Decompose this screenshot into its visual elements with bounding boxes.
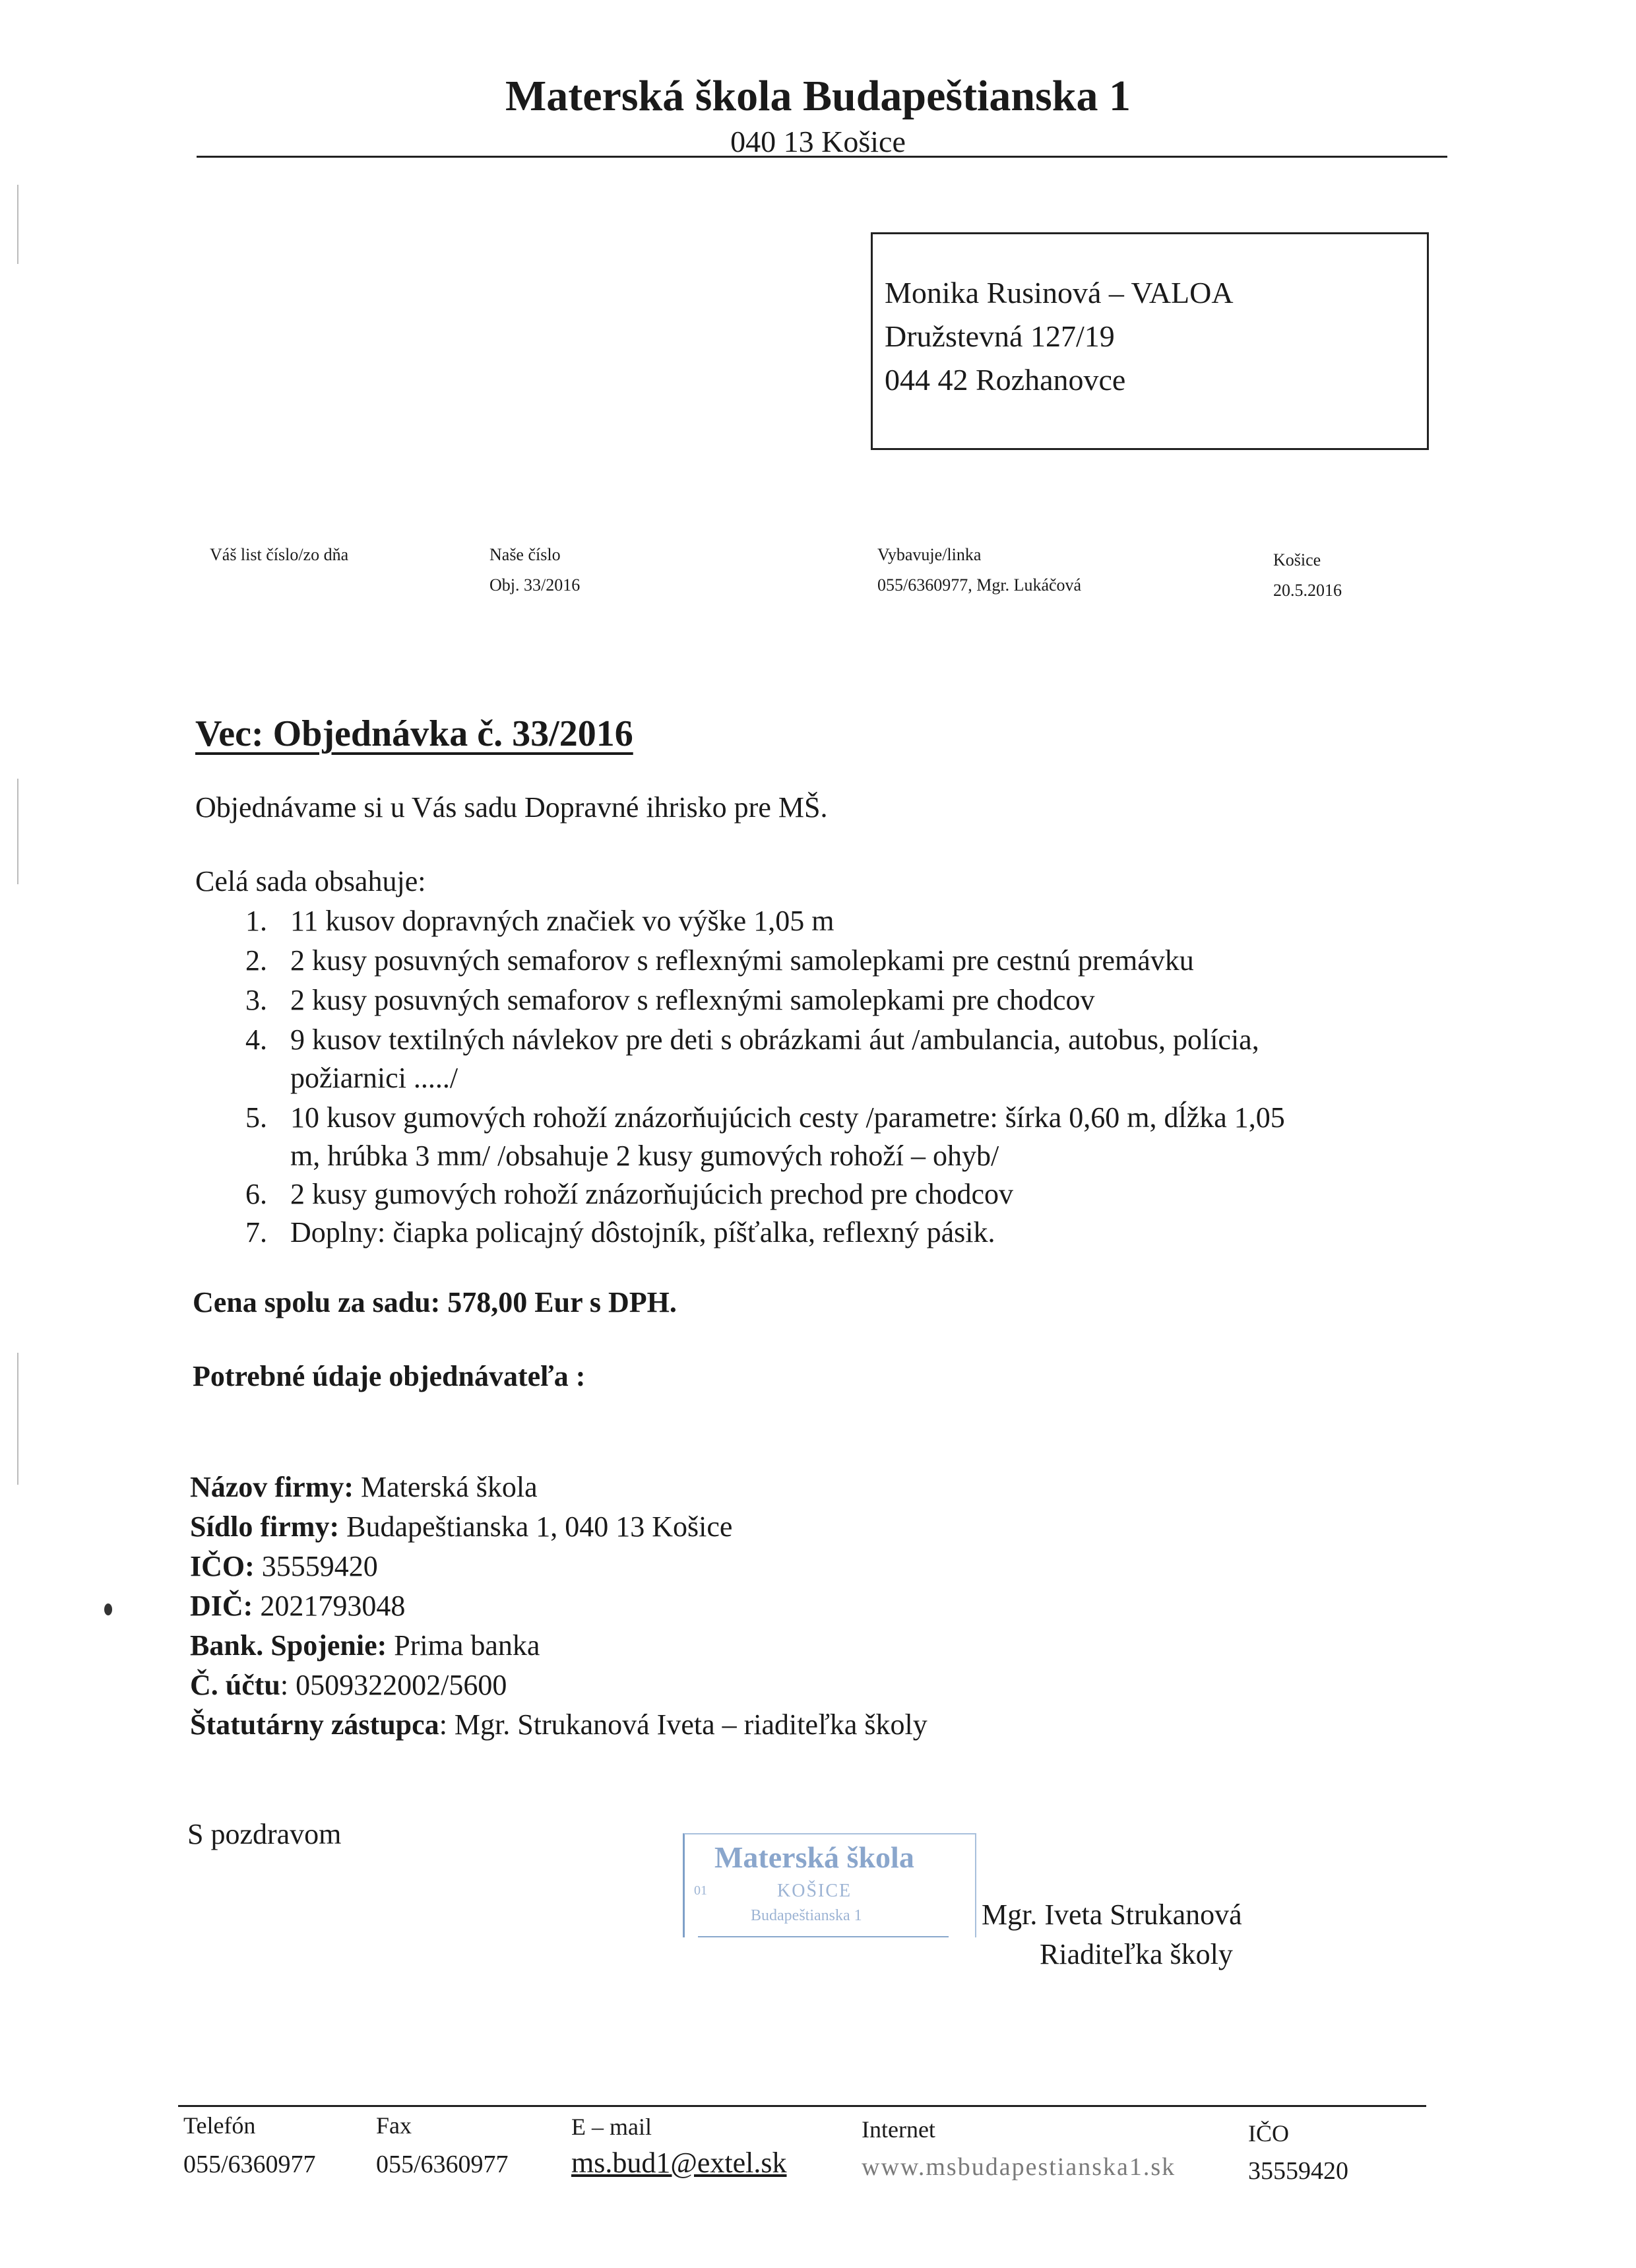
handled-by-label: Vybavuje/linka <box>877 545 982 564</box>
place-label: Košice <box>1273 550 1321 569</box>
detail-label: DIČ: <box>190 1590 253 1622</box>
total-price: Cena spolu za sadu: 578,00 Eur s DPH. <box>193 1286 677 1318</box>
closing-greeting: S pozdravom <box>187 1818 342 1850</box>
footer-fax-label: Fax <box>376 2112 412 2139</box>
footer-internet-label: Internet <box>862 2116 935 2143</box>
scan-dot <box>104 1604 112 1615</box>
item-text: 2 kusy posuvných semaforov s reflexnými samolepkami pre chodcov <box>290 984 1095 1016</box>
detail-dic <box>190 1589 405 1623</box>
organization-name: Materská škola Budapeštianska 1 <box>505 72 1131 120</box>
stamp-title: Materská škola <box>714 1840 914 1874</box>
header-divider <box>197 156 1447 158</box>
stamp-street: Budapeštianska 1 <box>751 1907 862 1924</box>
signature-role: Riaditeľka školy <box>1040 1938 1233 1970</box>
detail-value: Materská škola <box>354 1471 538 1503</box>
date-block <box>1273 545 1342 605</box>
detail-company-address <box>190 1510 732 1543</box>
footer-ico-label: IČO <box>1248 2120 1289 2147</box>
detail-label: Bank. Spojenie: <box>190 1629 387 1662</box>
details-heading: Potrebné údaje objednávateľa : <box>193 1360 586 1392</box>
recipient-street: Družstevná 127/19 <box>885 319 1115 353</box>
detail-company-name <box>190 1470 538 1504</box>
stamp-border <box>698 1936 949 1937</box>
footer-email-label: E – mail <box>571 2114 652 2140</box>
recipient-address-box <box>871 232 1429 450</box>
item-text: 9 kusov textilných návlekov pre deti s obrázkami áut /ambulancia, autobus, polícia, <box>290 1023 1259 1056</box>
our-number-block <box>489 540 580 600</box>
detail-value: 35559420 <box>254 1550 378 1582</box>
item-text: 10 kusov gumových rohoží znázorňujúcich cesty /parametre: šírka 0,60 m, dĺžka 1,05 <box>290 1101 1285 1134</box>
detail-account <box>190 1668 507 1702</box>
detail-value: Budapeštianska 1, 040 13 Košice <box>339 1510 733 1543</box>
detail-value: Prima banka <box>387 1629 540 1662</box>
item-text: Doplny: čiapka policajný dôstojník, píšťalka, reflexný pásik. <box>290 1216 995 1248</box>
footer-phone-value: 055/6360977 <box>183 2151 316 2178</box>
footer-fax-value: 055/6360977 <box>376 2151 509 2178</box>
item-number: 6. <box>245 1178 267 1210</box>
handled-by-block <box>877 540 1081 600</box>
scan-margin-line <box>17 779 18 884</box>
intro-text: Objednávame si u Vás sadu Dopravné ihrisko pre MŠ. <box>195 791 828 824</box>
footer-phone-label: Telefón <box>183 2112 256 2139</box>
handled-by-value: 055/6360977, Mgr. Lukáčová <box>877 575 1082 595</box>
date-value: 20.5.2016 <box>1273 580 1342 600</box>
your-letter-label: Váš list číslo/zo dňa <box>210 545 349 564</box>
detail-label: Názov firmy: <box>190 1471 354 1503</box>
footer-ico-value: 35559420 <box>1248 2157 1348 2185</box>
item-text-continued: požiarnici ...../ <box>290 1062 458 1094</box>
footer-internet-link[interactable]: www.msbudapestianska1.sk <box>862 2153 1176 2181</box>
footer-email-link[interactable]: ms.bud1@extel.sk <box>571 2147 787 2179</box>
detail-value: : 0509322002/5600 <box>280 1669 507 1701</box>
school-stamp <box>683 1833 976 1937</box>
scan-margin-line <box>17 185 18 264</box>
signature-name: Mgr. Iveta Strukanová <box>982 1898 1242 1931</box>
item-number: 5. <box>245 1101 267 1134</box>
detail-ico <box>190 1549 378 1583</box>
item-number: 2. <box>245 944 267 977</box>
item-text: 11 kusov dopravných značiek vo výške 1,05 m <box>290 905 834 937</box>
our-number-label: Naše číslo <box>489 545 561 564</box>
item-number: 3. <box>245 984 267 1016</box>
detail-label: Štatutárny zástupca <box>190 1708 439 1741</box>
stamp-city: KOŠICE <box>777 1881 852 1901</box>
item-number: 7. <box>245 1216 267 1248</box>
item-text-continued: m, hrúbka 3 mm/ /obsahuje 2 kusy gumových rohoží – ohyb/ <box>290 1140 999 1172</box>
stamp-mark: 01 <box>694 1883 707 1898</box>
scan-margin-line <box>17 1353 18 1485</box>
detail-label: Č. účtu <box>190 1669 280 1701</box>
letter-subject: Vec: Objednávka č. 33/2016 <box>195 713 633 754</box>
recipient-city: 044 42 Rozhanovce <box>885 363 1126 397</box>
set-contains-label: Celá sada obsahuje: <box>195 865 426 897</box>
organization-city: 040 13 Košice <box>730 125 906 158</box>
detail-label: IČO: <box>190 1550 255 1582</box>
footer-divider <box>178 2105 1426 2107</box>
detail-statutory <box>190 1708 928 1741</box>
detail-bank <box>190 1629 540 1662</box>
recipient-name: Monika Rusinová – VALOA <box>885 276 1234 309</box>
item-number: 4. <box>245 1023 267 1056</box>
detail-label: Sídlo firmy: <box>190 1510 340 1543</box>
item-number: 1. <box>245 905 267 937</box>
detail-value: 2021793048 <box>253 1590 406 1622</box>
item-text: 2 kusy gumových rohoží znázorňujúcich prechod pre chodcov <box>290 1178 1013 1210</box>
detail-value: : Mgr. Strukanová Iveta – riaditeľka školy <box>439 1708 928 1741</box>
our-number-value: Obj. 33/2016 <box>489 575 581 595</box>
item-text: 2 kusy posuvných semaforov s reflexnými samolepkami pre cestnú premávku <box>290 944 1194 977</box>
